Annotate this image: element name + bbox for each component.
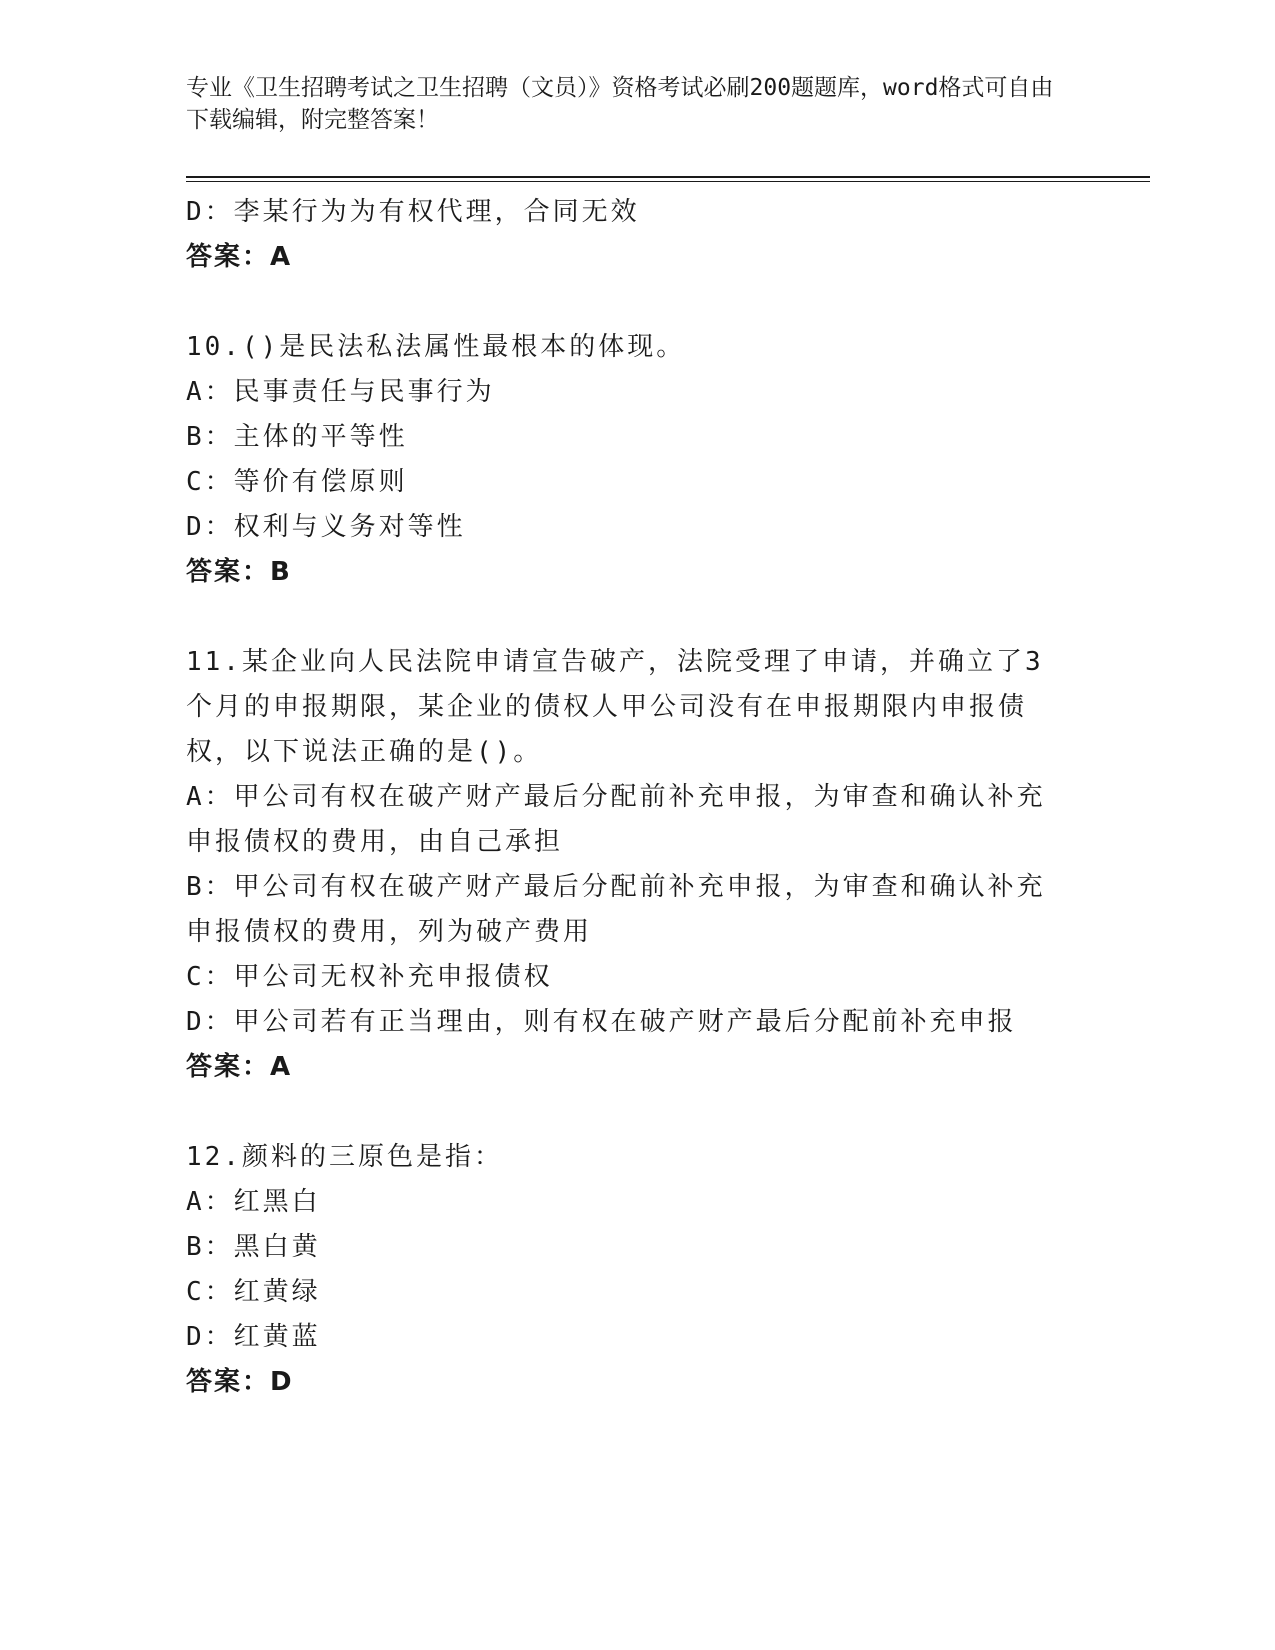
- page-header-title: 专业《卫生招聘考试之卫生招聘（文员）》资格考试必刷200题题库，word格式可自由下载编辑，附完整答案！: [186, 75, 1054, 133]
- question-block-9-tail: [186, 190, 1086, 280]
- option-a: A：甲公司有权在破产财产最后分配前补充申报，为审查和确认补充申报债权的费用，由自己承担: [186, 782, 1046, 857]
- question-text: 11.某企业向人民法院申请宣告破产，法院受理了申请，并确立了3个月的申报期限，某企业的债权人甲公司没有在申报期限内申报债权，以下说法正确的是()。: [186, 647, 1044, 767]
- question-block-12: [186, 1135, 1086, 1405]
- option-b: B：甲公司有权在破产财产最后分配前补充申报，为审查和确认补充申报债权的费用，列为破产费用: [186, 872, 1046, 947]
- option-c: C：红黄绿: [186, 1277, 321, 1307]
- option-c: C：等价有偿原则: [186, 467, 408, 497]
- question-block-11: [186, 640, 1086, 1090]
- answer-label: 答案：A: [186, 1052, 293, 1082]
- option-d: D：甲公司若有正当理由，则有权在破产财产最后分配前补充申报: [186, 1007, 1017, 1037]
- answer-label: 答案：A: [186, 242, 293, 272]
- question-text: 10.()是民法私法属性最根本的体现。: [186, 332, 686, 362]
- header-divider: [186, 176, 1150, 178]
- option-a: A：民事责任与民事行为: [186, 377, 495, 407]
- option-b: B：黑白黄: [186, 1232, 321, 1262]
- spacer: [186, 280, 1086, 325]
- header-divider-thin: [186, 181, 1150, 182]
- option-b: B：主体的平等性: [186, 422, 408, 452]
- question-content: [186, 190, 1086, 1405]
- answer-label: 答案：B: [186, 557, 292, 587]
- option-a: A：红黑白: [186, 1187, 321, 1217]
- option-d: D：李某行为为有权代理，合同无效: [186, 197, 640, 227]
- question-block-10: [186, 325, 1086, 595]
- option-c: C：甲公司无权补充申报债权: [186, 962, 553, 992]
- answer-label: 答案：D: [186, 1367, 294, 1397]
- spacer: [186, 1090, 1086, 1135]
- option-d: D：权利与义务对等性: [186, 512, 466, 542]
- option-d: D：红黄蓝: [186, 1322, 321, 1352]
- spacer: [186, 595, 1086, 640]
- question-text: 12.颜料的三原色是指：: [186, 1142, 503, 1172]
